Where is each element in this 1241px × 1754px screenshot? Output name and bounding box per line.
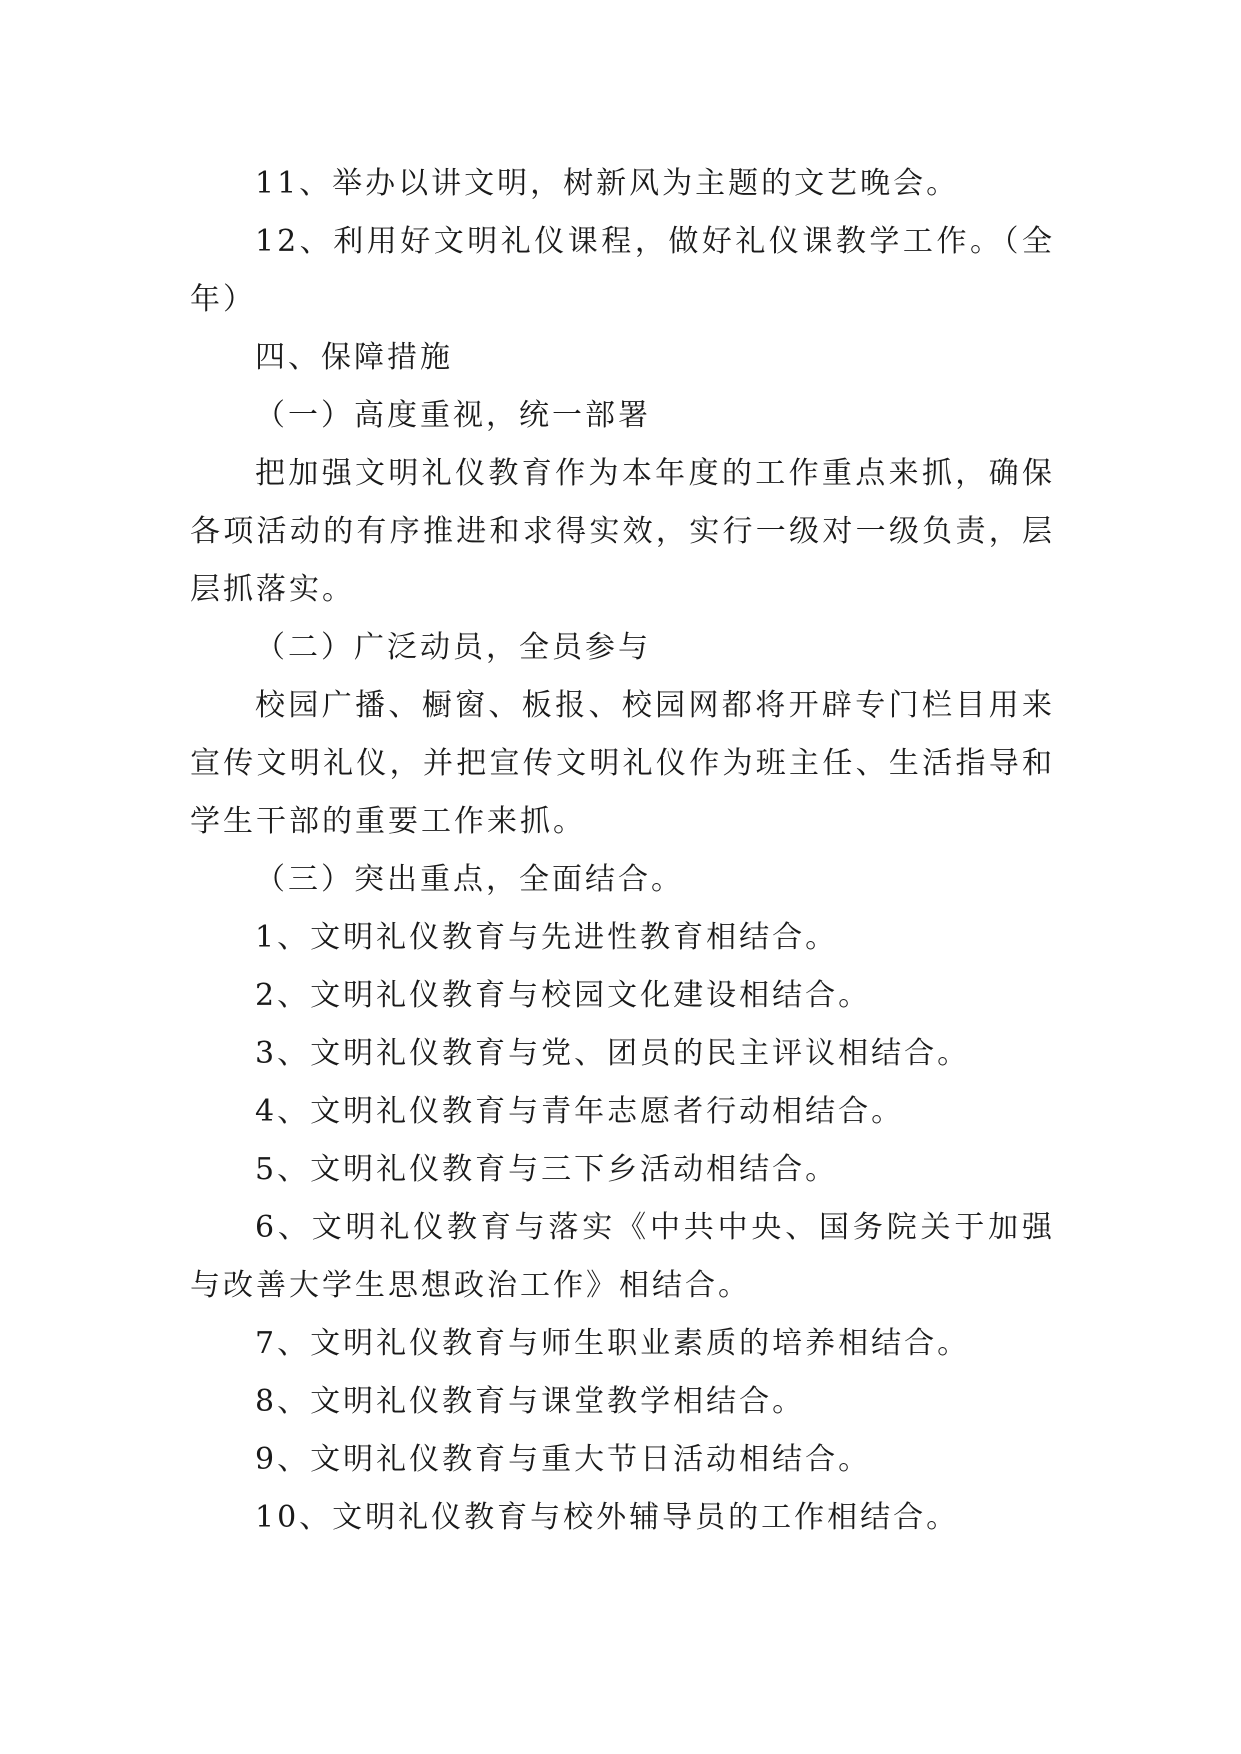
subheading-1: （一）高度重视，统一部署 [255,398,651,433]
paragraph-2-line-1: 校园广播、橱窗、板报、校园网都将开辟专门栏目用来 [255,688,1055,723]
list-item-6-line-2: 与改善大学生思想政治工作》相结合。 [190,1268,751,1303]
list-item-12-line-2: 年） [190,282,256,317]
subheading-3: （三）突出重点，全面结合。 [255,862,684,897]
paragraph-2-line-2: 宣传文明礼仪，并把宣传文明礼仪作为班主任、生活指导和 [190,746,1055,781]
list-item-5: 5、文明礼仪教育与三下乡活动相结合。 [255,1152,839,1187]
list-item-9: 9、文明礼仪教育与重大节日活动相结合。 [255,1442,872,1477]
list-item-11: 11、举办以讲文明，树新风为主题的文艺晚会。 [255,166,960,201]
list-item-12-line-1: 12、利用好文明礼仪课程，做好礼仪课教学工作。（全 [255,224,1055,259]
list-item-7: 7、文明礼仪教育与师生职业素质的培养相结合。 [255,1326,971,1361]
section-heading-safeguards: 四、保障措施 [255,340,453,375]
document-page [190,155,1055,1547]
subheading-2: （二）广泛动员，全员参与 [255,630,651,665]
list-item-6-line-1: 6、文明礼仪教育与落实《中共中央、国务院关于加强 [255,1210,1055,1245]
list-item-10: 10、文明礼仪教育与校外辅导员的工作相结合。 [255,1500,960,1535]
list-item-4: 4、文明礼仪教育与青年志愿者行动相结合。 [255,1094,905,1129]
list-item-2: 2、文明礼仪教育与校园文化建设相结合。 [255,978,872,1013]
paragraph-1-line-2: 各项活动的有序推进和求得实效，实行一级对一级负责，层 [190,514,1055,549]
list-item-8: 8、文明礼仪教育与课堂教学相结合。 [255,1384,806,1419]
list-item-1: 1、文明礼仪教育与先进性教育相结合。 [255,920,839,955]
list-item-3: 3、文明礼仪教育与党、团员的民主评议相结合。 [255,1036,971,1071]
paragraph-1-line-1: 把加强文明礼仪教育作为本年度的工作重点来抓，确保 [255,456,1055,491]
paragraph-1-line-3: 层抓落实。 [190,572,355,607]
paragraph-2-line-3: 学生干部的重要工作来抓。 [190,804,586,839]
